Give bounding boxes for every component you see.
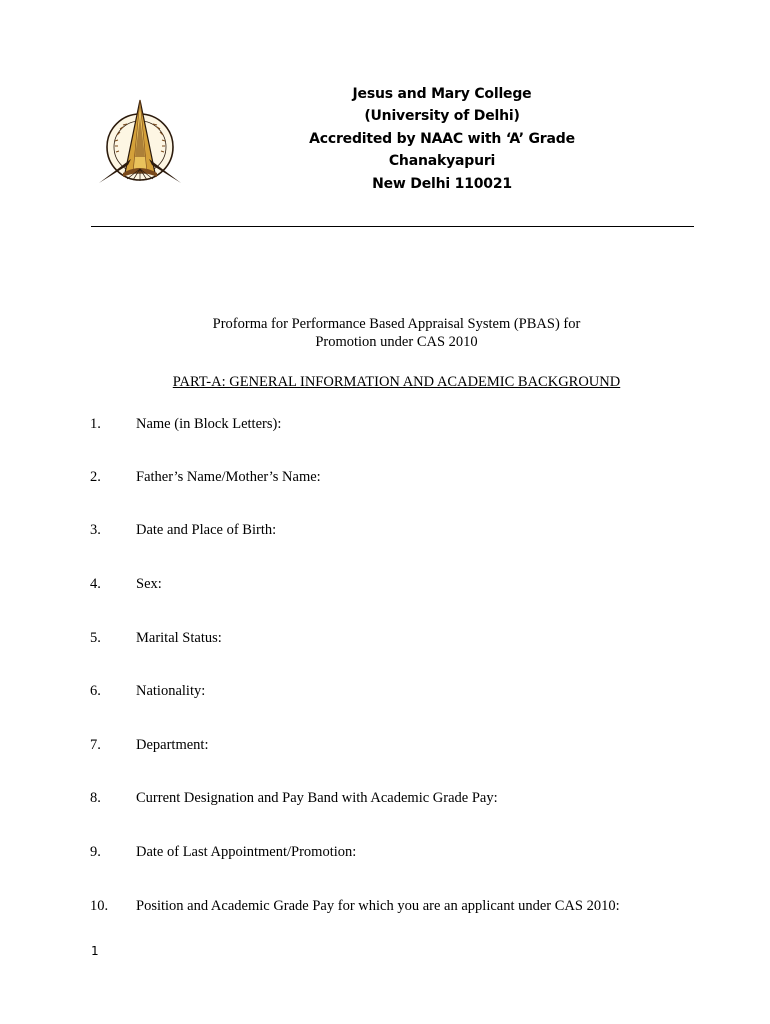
proforma-title-line-2: Promotion under CAS 2010 (315, 334, 478, 350)
item-label: Current Designation and Pay Band with Academic Grade Pay: (136, 790, 498, 806)
part-a-heading: PART-A: GENERAL INFORMATION AND ACADEMIC BACKGROUND (172, 374, 621, 390)
college-header (290, 83, 594, 195)
item-number: 10. (90, 898, 109, 914)
item-number: 1. (90, 416, 101, 432)
college-crest-icon (95, 97, 185, 187)
item-label: Name (in Block Letters): (136, 416, 282, 432)
item-label: Position and Academic Grade Pay for which you are an applicant under CAS 2010: (136, 898, 620, 914)
item-number: 9. (90, 844, 101, 860)
item-label: Sex: (136, 576, 162, 592)
item-label: Nationality: (136, 683, 206, 699)
locality: Chanakyapuri (388, 153, 496, 170)
item-number: 2. (90, 469, 101, 485)
item-label: Date and Place of Birth: (136, 522, 277, 538)
item-label: Marital Status: (136, 630, 222, 646)
city-pincode: New Delhi 110021 (372, 175, 512, 192)
item-label: Father’s Name/Mother’s Name: (136, 469, 321, 485)
university-name: (University of Delhi) (364, 108, 520, 125)
item-number: 8. (90, 790, 101, 806)
item-label: Date of Last Appointment/Promotion: (136, 844, 357, 860)
item-number: 3. (90, 522, 101, 538)
accreditation: Accredited by NAAC with ‘A’ Grade (309, 130, 575, 147)
item-number: 5. (90, 630, 101, 646)
item-number: 7. (90, 737, 101, 753)
item-number: 4. (90, 576, 101, 592)
header-divider (91, 226, 694, 227)
proforma-title (150, 315, 643, 351)
item-label: Department: (136, 737, 209, 753)
item-number: 6. (90, 683, 101, 699)
proforma-title-line-1: Proforma for Performance Based Appraisal System (PBAS) for (212, 316, 581, 332)
college-name: Jesus and Mary College (352, 86, 532, 102)
page-number: 1 (91, 944, 99, 958)
